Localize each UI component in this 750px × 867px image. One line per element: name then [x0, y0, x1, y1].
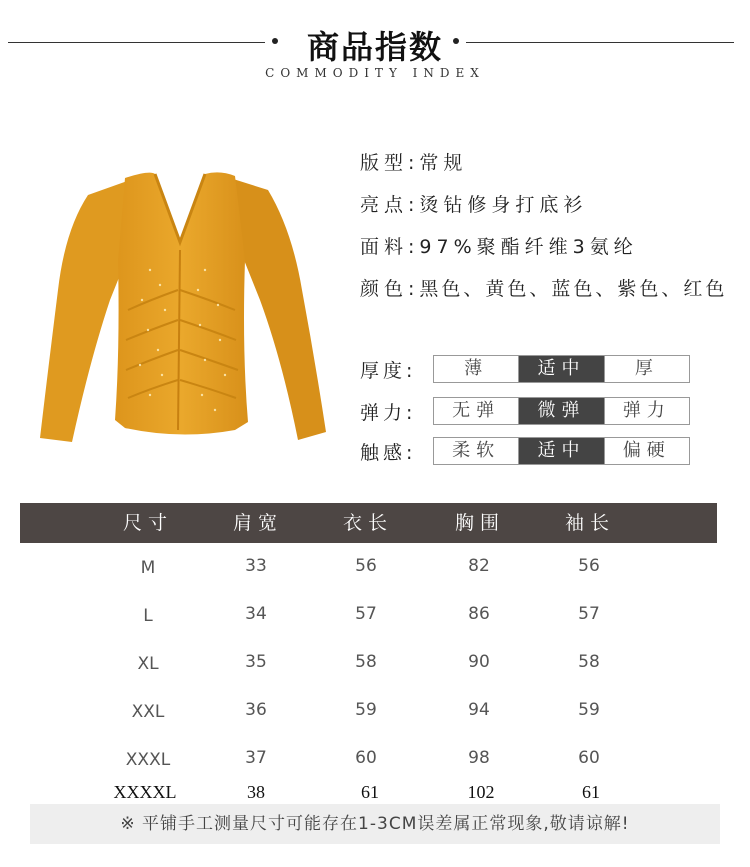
size-header-shoulder: 肩宽 — [232, 512, 283, 534]
table-cell: 90 — [468, 652, 490, 672]
table-cell: 102 — [467, 782, 495, 802]
rating-touch-option: 柔软 — [434, 438, 519, 464]
size-header-size: 尺寸 — [122, 512, 173, 534]
table-cell: 34 — [245, 604, 267, 624]
rating-thickness-option: 厚 — [634, 358, 659, 379]
attr-highlight — [360, 190, 587, 217]
header-dot-right — [453, 38, 459, 44]
attr-fabric-key: 面料: — [360, 236, 420, 258]
table-cell: 33 — [245, 556, 267, 576]
attr-colors-key: 颜色: — [360, 278, 420, 300]
table-cell-size: L — [143, 606, 153, 626]
measurement-note: ※ 平铺手工测量尺寸可能存在1-3CM误差属正常现象,敬请谅解! — [30, 804, 720, 844]
rating-touch-option-selected: 适中 — [519, 438, 604, 464]
attr-fabric — [360, 232, 638, 259]
table-cell: 58 — [578, 652, 600, 672]
table-cell: 60 — [578, 748, 600, 768]
table-cell: 86 — [468, 604, 490, 624]
attr-fabric-value: 97%聚酯纤维3氨纶 — [419, 236, 638, 258]
table-cell-size: M — [140, 558, 156, 578]
size-table-header — [20, 503, 717, 543]
attr-style-key: 版型: — [360, 152, 420, 174]
rating-thickness-option-selected: 适中 — [519, 356, 604, 382]
table-cell: 56 — [355, 556, 377, 576]
table-cell: 59 — [355, 700, 377, 720]
size-header-chest: 胸围 — [454, 512, 505, 534]
table-cell: 94 — [468, 700, 490, 720]
rating-elasticity-option: 无弹 — [434, 398, 519, 424]
rating-elasticity-label: 弹力: — [360, 402, 417, 424]
rating-thickness-option: 薄 — [434, 356, 519, 382]
attr-style — [360, 148, 467, 175]
table-cell: 56 — [578, 556, 600, 576]
attr-highlight-value: 烫钻修身打底衫 — [419, 194, 588, 216]
rating-elasticity-option-selected: 微弹 — [519, 398, 604, 424]
page-title: 商品指数 — [306, 28, 443, 66]
size-header-sleeve: 袖长 — [564, 512, 615, 534]
table-cell-size: XL — [137, 654, 159, 674]
page-subtitle: COMMODITY INDEX — [265, 66, 485, 80]
table-cell: 57 — [355, 604, 377, 624]
table-cell-size: XXXL — [125, 750, 171, 770]
attr-colors — [360, 274, 727, 301]
table-cell: 57 — [578, 604, 600, 624]
table-cell-size: XXL — [131, 702, 165, 722]
table-cell: 38 — [247, 782, 265, 802]
attr-style-value: 常规 — [419, 152, 468, 174]
table-cell: 98 — [468, 748, 490, 768]
rating-touch-label: 触感: — [360, 442, 417, 464]
table-cell: 35 — [245, 652, 267, 672]
table-cell: 61 — [361, 782, 379, 802]
attr-colors-value: 黑色、黄色、蓝色、紫色、红色 — [419, 278, 728, 300]
header-rule-right — [466, 42, 734, 43]
size-header-length: 衣长 — [342, 512, 393, 534]
product-image — [30, 160, 330, 460]
table-cell: 36 — [245, 700, 267, 720]
rating-thickness-label: 厚度: — [360, 360, 417, 382]
table-cell: 61 — [582, 782, 600, 802]
table-cell: 37 — [245, 748, 267, 768]
rating-touch-option: 偏硬 — [622, 440, 671, 461]
rating-touch — [433, 437, 690, 465]
table-cell: 60 — [355, 748, 377, 768]
header-dot-left — [272, 38, 278, 44]
table-cell: 59 — [578, 700, 600, 720]
rating-elasticity — [433, 397, 690, 425]
header-rule-left — [8, 42, 265, 43]
rating-elasticity-option: 弹力 — [622, 400, 671, 421]
rating-thickness — [433, 355, 690, 383]
attr-highlight-key: 亮点: — [360, 194, 420, 216]
table-cell: 82 — [468, 556, 490, 576]
table-cell: 58 — [355, 652, 377, 672]
table-cell-size: XXXXL — [113, 782, 177, 802]
